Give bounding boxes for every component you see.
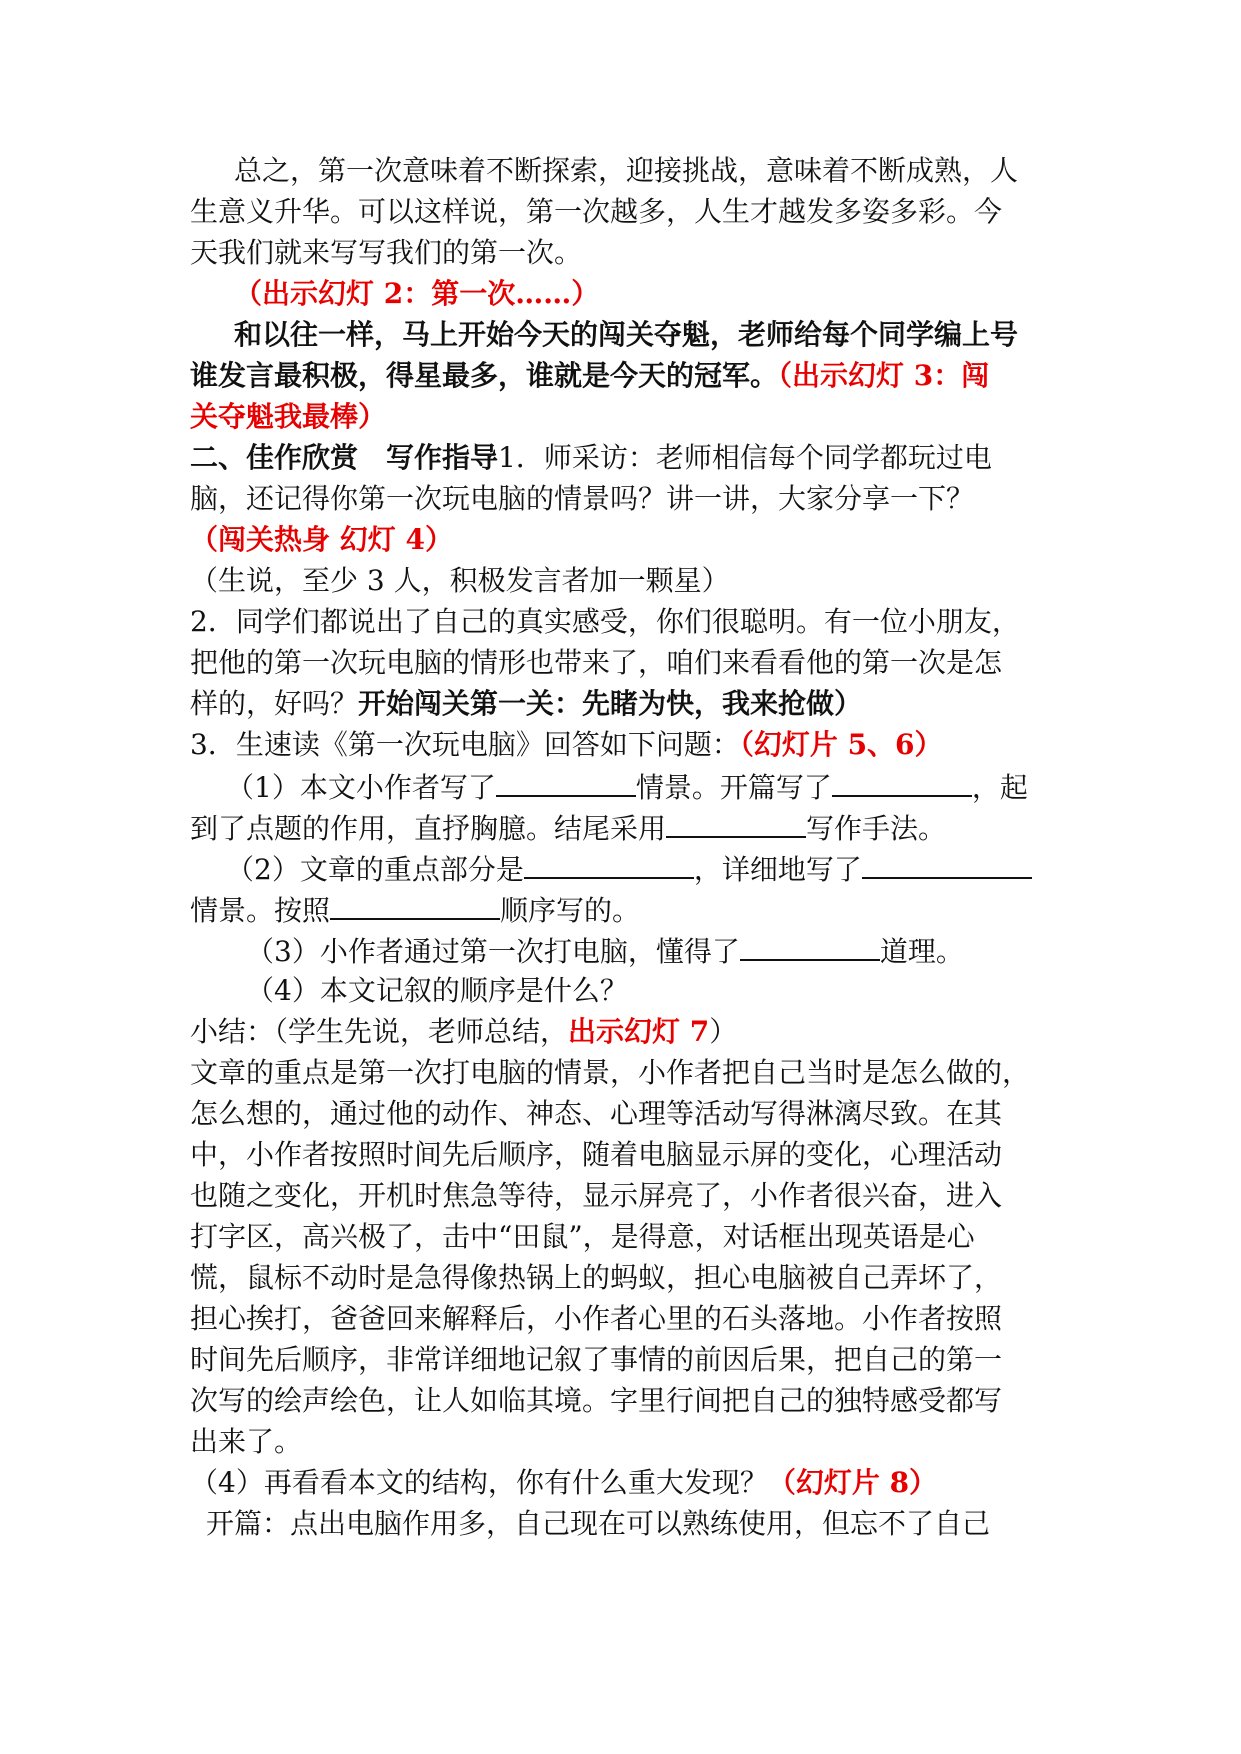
question-1-part-a: （1）本文小作者写了 [226, 771, 496, 804]
summary-line-9: 次写的绘声绘色，让人如临其境。字里行间把自己的独特感受都写 [190, 1384, 1003, 1417]
slide-3-cue: （出示幻灯 3：闯 [778, 359, 990, 392]
document-page [190, 150, 1060, 1544]
question-3 [190, 929, 1060, 970]
summary-line-2: 怎么想的，通过他的动作、神态、心理等活动写得淋漓尽致。在其 [190, 1097, 1003, 1130]
slide-8-cue: （幻灯片 8） [767, 1466, 938, 1499]
summary-heading [190, 1011, 1060, 1052]
summary-line-5: 打字区，高兴极了，击中“田鼠”，是得意，对话框出现英语是心 [190, 1220, 975, 1253]
summary-label: 小结：（学生先说，老师总结， [190, 1015, 569, 1048]
structure-opening: 开篇：点出电脑作用多，自己现在可以熟练使用，但忘不了自己 [206, 1507, 991, 1540]
question-1-line-1 [190, 765, 1060, 806]
question-2-part-a: （2）文章的重点部分是 [226, 853, 524, 886]
answer-blank[interactable] [832, 765, 972, 797]
question-1-part-d: 到了点题的作用，直抒胸臆。结尾采用 [190, 812, 667, 845]
question-2-line-1 [190, 847, 1060, 888]
answer-blank[interactable] [862, 847, 1032, 879]
summary-line-7: 担心挨打，爸爸回来解释后，小作者心里的石头落地。小作者按照 [190, 1302, 1003, 1335]
question-1-part-c: ，起 [971, 771, 1028, 804]
summary-close-paren: ） [709, 1015, 738, 1048]
summary-line-10: 出来了。 [190, 1425, 303, 1458]
level-1-cue: 开始闯关第一关：先睹为快，我来抢做） [358, 687, 863, 720]
summary-line-3: 中，小作者按照时间先后顺序，随着电脑显示屏的变化，心理活动 [190, 1138, 1003, 1171]
slide-7-cue: 出示幻灯 7 [568, 1015, 710, 1048]
paragraph-intro-line-2: 生意义升华。可以这样说，第一次越多，人生才越发多姿多彩。今 [190, 195, 1003, 228]
structure-question-text: （4）再看看本文的结构，你有什么重大发现？ [190, 1466, 768, 1499]
question-2-part-c: 情景。按照 [190, 894, 331, 927]
answer-blank[interactable] [666, 806, 806, 838]
answer-blank[interactable] [740, 929, 880, 961]
answer-blank[interactable] [496, 765, 636, 797]
question-2-line-2 [190, 888, 1060, 929]
section-2-line-4: （生说，至少 3 人，积极发言者加一颗星） [190, 564, 730, 597]
section-2-question: 样的，好吗？ [190, 687, 359, 720]
section-2-line-5: 2．同学们都说出了自己的真实感受，你们很聪明。有一位小朋友， [190, 605, 1020, 638]
slide-4-cue: （闯关热身 幻灯 4） [190, 523, 453, 556]
question-3-part-b: 道理。 [879, 935, 964, 968]
question-4: （4）本文记叙的顺序是什么？ [246, 974, 628, 1007]
answer-blank[interactable] [524, 847, 694, 879]
question-1-part-e: 写作手法。 [806, 812, 947, 845]
paragraph-challenge-line-2 [190, 355, 1060, 396]
paragraph-intro-line-1: 总之，第一次意味着不断探索，迎接挑战，意味着不断成熟，人 [234, 154, 1019, 187]
question-3-part-a: （3）小作者通过第一次打电脑，懂得了 [246, 935, 740, 968]
question-1-part-b: 情景。开篇写了 [635, 771, 832, 804]
answer-blank[interactable] [330, 888, 500, 920]
challenge-text: 谁发言最积极，得星最多，谁就是今天的冠军。 [190, 359, 779, 392]
section-2-line-8 [190, 724, 1060, 765]
structure-question [190, 1462, 1060, 1503]
slide-3-cue-continued: 关夺魁我最棒） [190, 400, 387, 433]
section-2-text: 1．师采访：老师相信每个同学都玩过电 [498, 441, 992, 474]
summary-line-1: 文章的重点是第一次打电脑的情景，小作者把自己当时是怎么做的， [190, 1056, 1031, 1089]
slide-5-6-cue: （幻灯片 5、6） [739, 728, 943, 761]
section-2-line-2: 脑，还记得你第一次玩电脑的情景吗？讲一讲，大家分享一下？ [190, 482, 975, 515]
summary-line-6: 慌，鼠标不动时是急得像热锅上的蚂蚁，担心电脑被自己弄坏了， [190, 1261, 1003, 1294]
summary-line-8: 时间先后顺序，非常详细地记叙了事情的前因后果，把自己的第一 [190, 1343, 1003, 1376]
slide-2-cue: （出示幻灯 2：第一次……） [234, 277, 600, 310]
summary-line-4: 也随之变化，开机时焦急等待，显示屏亮了，小作者很兴奋，进入 [190, 1179, 1003, 1212]
question-2-part-d: 顺序写的。 [500, 894, 641, 927]
section-2-line-1 [190, 437, 1060, 478]
reading-task: 3．生速读《第一次玩电脑》回答如下问题： [190, 728, 740, 761]
section-2-heading: 二、佳作欣赏 写作指导 [190, 441, 499, 474]
section-2-line-6: 把他的第一次玩电脑的情形也带来了，咱们来看看他的第一次是怎 [190, 646, 1003, 679]
question-2-part-b: ，详细地写了 [693, 853, 862, 886]
question-1-line-2 [190, 806, 1060, 847]
section-2-line-7 [190, 683, 1060, 724]
paragraph-intro-line-3: 天我们就来写写我们的第一次。 [190, 236, 583, 269]
paragraph-challenge-line-1: 和以往一样，马上开始今天的闯关夺魁，老师给每个同学编上号 [234, 318, 1019, 351]
